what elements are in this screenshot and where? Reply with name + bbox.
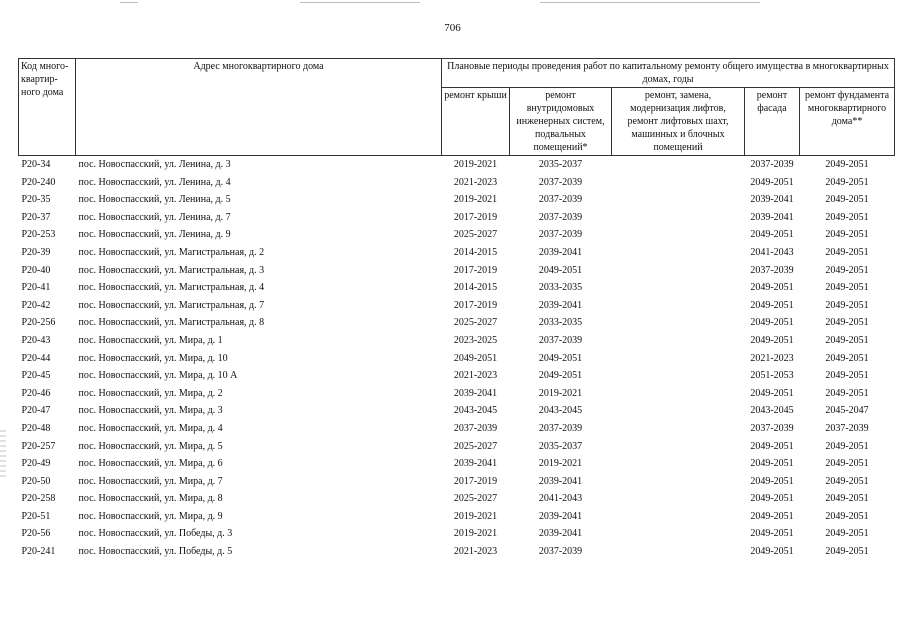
cell-code: Р20-34 bbox=[21, 159, 51, 170]
cell-facade: 2049-2051 bbox=[750, 282, 794, 294]
cell-code: Р20-48 bbox=[21, 422, 51, 434]
cell-facade: 2039-2041 bbox=[750, 211, 794, 223]
cell-roof: 2019-2021 bbox=[453, 194, 498, 206]
cell-code: Р20-37 bbox=[21, 211, 51, 223]
cell-foundation: 2049-2051 bbox=[825, 458, 869, 470]
cell-address: пос. Новоспасский, ул. Победы, д. 5 bbox=[78, 546, 233, 558]
table-row bbox=[19, 385, 895, 403]
cell-facade: 2049-2051 bbox=[750, 493, 794, 505]
cell-lifts bbox=[612, 350, 745, 368]
table-row bbox=[19, 543, 895, 561]
cell-foundation: 2049-2051 bbox=[825, 387, 869, 399]
table-row bbox=[19, 314, 895, 332]
cell-lifts bbox=[612, 314, 745, 332]
cell-lifts bbox=[612, 402, 745, 420]
cell-lifts bbox=[612, 508, 745, 526]
page-number: 706 bbox=[444, 22, 461, 34]
cell-systems: 2037-2039 bbox=[538, 334, 583, 346]
cell-lifts bbox=[612, 156, 745, 174]
cell-lifts bbox=[612, 367, 745, 385]
header-systems: ремонт внутридомовых инженерных систем, подвальных помещений* bbox=[510, 88, 612, 156]
cell-address: пос. Новоспасский, ул. Мира, д. 10 bbox=[78, 352, 228, 364]
cell-systems: 2019-2021 bbox=[538, 458, 583, 470]
cell-lifts bbox=[612, 490, 745, 508]
cell-code: Р20-35 bbox=[21, 194, 51, 206]
cell-code: Р20-256 bbox=[21, 317, 56, 329]
cell-facade: 2039-2041 bbox=[750, 194, 794, 206]
cell-roof: 2025-2027 bbox=[453, 317, 498, 329]
cell-roof: 2021-2023 bbox=[453, 546, 498, 558]
cell-roof: 2017-2019 bbox=[453, 299, 498, 311]
table-row bbox=[19, 438, 895, 456]
cell-address: пос. Новоспасский, ул. Мира, д. 1 bbox=[78, 334, 223, 346]
table-row bbox=[19, 367, 895, 385]
cell-systems: 2037-2039 bbox=[538, 229, 583, 241]
cell-lifts bbox=[612, 244, 745, 262]
cell-lifts bbox=[612, 191, 745, 209]
table-row bbox=[19, 297, 895, 315]
cell-lifts bbox=[612, 455, 745, 473]
cell-facade: 2049-2051 bbox=[750, 510, 794, 522]
cell-facade: 2049-2051 bbox=[750, 387, 794, 399]
cell-roof: 2017-2019 bbox=[453, 475, 498, 487]
table-row bbox=[19, 262, 895, 280]
cell-systems: 2033-2035 bbox=[538, 282, 583, 294]
header-roof: ремонт крыши bbox=[442, 88, 510, 156]
table-row bbox=[19, 402, 895, 420]
cell-code: Р20-42 bbox=[21, 299, 51, 311]
cell-address: пос. Новоспасский, ул. Магистральная, д. 4 bbox=[78, 282, 265, 294]
cell-address: пос. Новоспасский, ул. Мира, д. 3 bbox=[78, 405, 223, 417]
cell-lifts bbox=[612, 209, 745, 227]
cell-code: Р20-40 bbox=[21, 264, 51, 276]
cell-lifts bbox=[612, 473, 745, 491]
cell-roof: 2017-2019 bbox=[453, 264, 498, 276]
cell-lifts bbox=[612, 543, 745, 561]
cell-foundation: 2049-2051 bbox=[825, 510, 869, 522]
cell-facade: 2049-2051 bbox=[750, 528, 794, 540]
cell-address: пос. Новоспасский, ул. Победы, д. 3 bbox=[78, 528, 233, 540]
table-row bbox=[19, 191, 895, 209]
capital-repair-table bbox=[18, 58, 895, 561]
cell-lifts bbox=[612, 438, 745, 456]
table-row bbox=[19, 350, 895, 368]
cell-systems: 2039-2041 bbox=[538, 299, 583, 311]
header-facade: ремонт фасада bbox=[745, 88, 800, 156]
cell-code: Р20-257 bbox=[21, 440, 56, 452]
table-row bbox=[19, 420, 895, 438]
cell-code: Р20-241 bbox=[21, 546, 56, 558]
cell-address: пос. Новоспасский, ул. Мира, д. 9 bbox=[78, 510, 223, 522]
cell-address: пос. Новоспасский, ул. Мира, д. 4 bbox=[78, 422, 223, 434]
cell-systems: 2037-2039 bbox=[538, 422, 583, 434]
cell-roof: 2014-2015 bbox=[453, 282, 498, 294]
cell-address: пос. Новоспасский, ул. Ленина, д. 4 bbox=[78, 176, 231, 188]
cell-facade: 2037-2039 bbox=[750, 159, 794, 170]
cell-code: Р20-253 bbox=[21, 229, 56, 241]
cell-address: пос. Новоспасский, ул. Ленина, д. 3 bbox=[78, 159, 231, 170]
cell-code: Р20-240 bbox=[21, 176, 56, 188]
cell-foundation: 2049-2051 bbox=[825, 528, 869, 540]
cell-foundation: 2049-2051 bbox=[825, 299, 869, 311]
header-periods: Плановые периоды проведения работ по капитальному ремонту общего имущества в многоквартирных домах, годы bbox=[442, 59, 895, 88]
cell-code: Р20-49 bbox=[21, 458, 51, 470]
cell-address: пос. Новоспасский, ул. Магистральная, д. 3 bbox=[78, 264, 265, 276]
cell-facade: 2021-2023 bbox=[750, 352, 794, 364]
cell-roof: 2019-2021 bbox=[453, 510, 498, 522]
cell-code: Р20-39 bbox=[21, 246, 51, 258]
cell-code: Р20-50 bbox=[21, 475, 51, 487]
cell-facade: 2037-2039 bbox=[750, 422, 794, 434]
cell-code: Р20-46 bbox=[21, 387, 51, 399]
cell-systems: 2019-2021 bbox=[538, 387, 583, 399]
cell-facade: 2049-2051 bbox=[750, 475, 794, 487]
cell-address: пос. Новоспасский, ул. Мира, д. 10 А bbox=[78, 370, 238, 382]
cell-foundation: 2049-2051 bbox=[825, 352, 869, 364]
cell-lifts bbox=[612, 332, 745, 350]
header-code: Код много-квартир-ного дома bbox=[19, 59, 76, 156]
cell-foundation: 2049-2051 bbox=[825, 229, 869, 241]
cell-roof: 2023-2025 bbox=[453, 334, 498, 346]
cell-roof: 2037-2039 bbox=[453, 422, 498, 434]
cell-lifts bbox=[612, 174, 745, 192]
cell-code: Р20-44 bbox=[21, 352, 51, 364]
cell-foundation: 2049-2051 bbox=[825, 493, 869, 505]
cell-systems: 2049-2051 bbox=[538, 352, 583, 364]
table-row bbox=[19, 174, 895, 192]
scan-margin-artifact bbox=[0, 430, 6, 480]
cell-systems: 2039-2041 bbox=[538, 475, 583, 487]
header-foundation: ремонт фундамента многоквартирного дома** bbox=[800, 88, 895, 156]
cell-foundation: 2037-2039 bbox=[825, 422, 869, 434]
cell-facade: 2049-2051 bbox=[750, 458, 794, 470]
cell-systems: 2039-2041 bbox=[538, 528, 583, 540]
table-row bbox=[19, 332, 895, 350]
table-row bbox=[19, 525, 895, 543]
table-row bbox=[19, 226, 895, 244]
scan-artifact-line bbox=[120, 2, 138, 3]
cell-foundation: 2049-2051 bbox=[825, 159, 869, 170]
cell-facade: 2049-2051 bbox=[750, 176, 794, 188]
cell-lifts bbox=[612, 525, 745, 543]
cell-roof: 2039-2041 bbox=[453, 387, 498, 399]
cell-address: пос. Новоспасский, ул. Мира, д. 5 bbox=[78, 440, 223, 452]
cell-facade: 2049-2051 bbox=[750, 229, 794, 241]
table-body bbox=[19, 156, 895, 561]
cell-facade: 2051-2053 bbox=[750, 370, 794, 382]
cell-roof: 2039-2041 bbox=[453, 458, 498, 470]
cell-code: Р20-56 bbox=[21, 528, 51, 540]
cell-lifts bbox=[612, 420, 745, 438]
cell-roof: 2025-2027 bbox=[453, 229, 498, 241]
cell-address: пос. Новоспасский, ул. Магистральная, д. 2 bbox=[78, 246, 265, 258]
cell-facade: 2049-2051 bbox=[750, 299, 794, 311]
cell-roof: 2025-2027 bbox=[453, 493, 498, 505]
cell-roof: 2017-2019 bbox=[453, 211, 498, 223]
cell-lifts bbox=[612, 297, 745, 315]
cell-systems: 2035-2037 bbox=[538, 440, 583, 452]
scan-artifact-line bbox=[300, 2, 420, 3]
cell-systems: 2037-2039 bbox=[538, 211, 583, 223]
cell-foundation: 2049-2051 bbox=[825, 264, 869, 276]
cell-systems: 2033-2035 bbox=[538, 317, 583, 329]
cell-code: Р20-51 bbox=[21, 510, 51, 522]
cell-roof: 2014-2015 bbox=[453, 246, 498, 258]
cell-roof: 2021-2023 bbox=[453, 370, 498, 382]
cell-foundation: 2049-2051 bbox=[825, 546, 869, 558]
cell-facade: 2049-2051 bbox=[750, 546, 794, 558]
cell-roof: 2021-2023 bbox=[453, 176, 498, 188]
cell-systems: 2049-2051 bbox=[538, 264, 583, 276]
cell-address: пос. Новоспасский, ул. Ленина, д. 9 bbox=[78, 229, 231, 241]
cell-systems: 2049-2051 bbox=[538, 370, 583, 382]
cell-foundation: 2049-2051 bbox=[825, 176, 869, 188]
cell-address: пос. Новоспасский, ул. Мира, д. 2 bbox=[78, 387, 223, 399]
cell-roof: 2043-2045 bbox=[453, 405, 498, 417]
cell-lifts bbox=[612, 262, 745, 280]
cell-address: пос. Новоспасский, ул. Магистральная, д. 8 bbox=[78, 317, 265, 329]
cell-foundation: 2049-2051 bbox=[825, 282, 869, 294]
cell-foundation: 2049-2051 bbox=[825, 317, 869, 329]
cell-foundation: 2049-2051 bbox=[825, 475, 869, 487]
cell-code: Р20-43 bbox=[21, 334, 51, 346]
cell-foundation: 2049-2051 bbox=[825, 246, 869, 258]
cell-facade: 2037-2039 bbox=[750, 264, 794, 276]
cell-code: Р20-45 bbox=[21, 370, 51, 382]
cell-roof: 2049-2051 bbox=[453, 352, 498, 364]
cell-systems: 2037-2039 bbox=[538, 546, 583, 558]
cell-foundation: 2049-2051 bbox=[825, 370, 869, 382]
cell-facade: 2049-2051 bbox=[750, 334, 794, 346]
table-row bbox=[19, 508, 895, 526]
cell-address: пос. Новоспасский, ул. Магистральная, д. 7 bbox=[78, 299, 265, 311]
cell-lifts bbox=[612, 279, 745, 297]
cell-systems: 2041-2043 bbox=[538, 493, 583, 505]
cell-code: Р20-41 bbox=[21, 282, 51, 294]
table-row bbox=[19, 244, 895, 262]
cell-systems: 2037-2039 bbox=[538, 194, 583, 206]
table-row bbox=[19, 455, 895, 473]
table-row bbox=[19, 209, 895, 227]
cell-address: пос. Новоспасский, ул. Мира, д. 8 bbox=[78, 493, 223, 505]
scan-artifact-line bbox=[540, 2, 760, 3]
cell-code: Р20-47 bbox=[21, 405, 51, 417]
header-lifts: ремонт, замена, модернизация лифтов, ремонт лифтовых шахт, машинных и блочных помещений bbox=[612, 88, 745, 156]
cell-systems: 2035-2037 bbox=[538, 159, 583, 170]
cell-facade: 2049-2051 bbox=[750, 317, 794, 329]
table-row bbox=[19, 279, 895, 297]
cell-roof: 2019-2021 bbox=[453, 528, 498, 540]
table-row bbox=[19, 473, 895, 491]
cell-systems: 2037-2039 bbox=[538, 176, 583, 188]
cell-facade: 2049-2051 bbox=[750, 440, 794, 452]
cell-systems: 2039-2041 bbox=[538, 246, 583, 258]
cell-roof: 2019-2021 bbox=[453, 159, 498, 170]
cell-foundation: 2049-2051 bbox=[825, 440, 869, 452]
table-row bbox=[19, 156, 895, 174]
cell-address: пос. Новоспасский, ул. Мира, д. 7 bbox=[78, 475, 223, 487]
cell-address: пос. Новоспасский, ул. Ленина, д. 7 bbox=[78, 211, 231, 223]
cell-lifts bbox=[612, 226, 745, 244]
cell-facade: 2043-2045 bbox=[750, 405, 794, 417]
cell-roof: 2025-2027 bbox=[453, 440, 498, 452]
cell-facade: 2041-2043 bbox=[750, 246, 794, 258]
table-row bbox=[19, 490, 895, 508]
cell-lifts bbox=[612, 385, 745, 403]
cell-systems: 2043-2045 bbox=[538, 405, 583, 417]
cell-systems: 2039-2041 bbox=[538, 510, 583, 522]
cell-address: пос. Новоспасский, ул. Ленина, д. 5 bbox=[78, 194, 231, 206]
cell-foundation: 2049-2051 bbox=[825, 334, 869, 346]
cell-code: Р20-258 bbox=[21, 493, 56, 505]
cell-foundation: 2049-2051 bbox=[825, 194, 869, 206]
header-address: Адрес многоквартирного дома bbox=[76, 59, 442, 156]
cell-address: пос. Новоспасский, ул. Мира, д. 6 bbox=[78, 458, 223, 470]
cell-foundation: 2049-2051 bbox=[825, 211, 869, 223]
cell-foundation: 2045-2047 bbox=[825, 405, 869, 417]
